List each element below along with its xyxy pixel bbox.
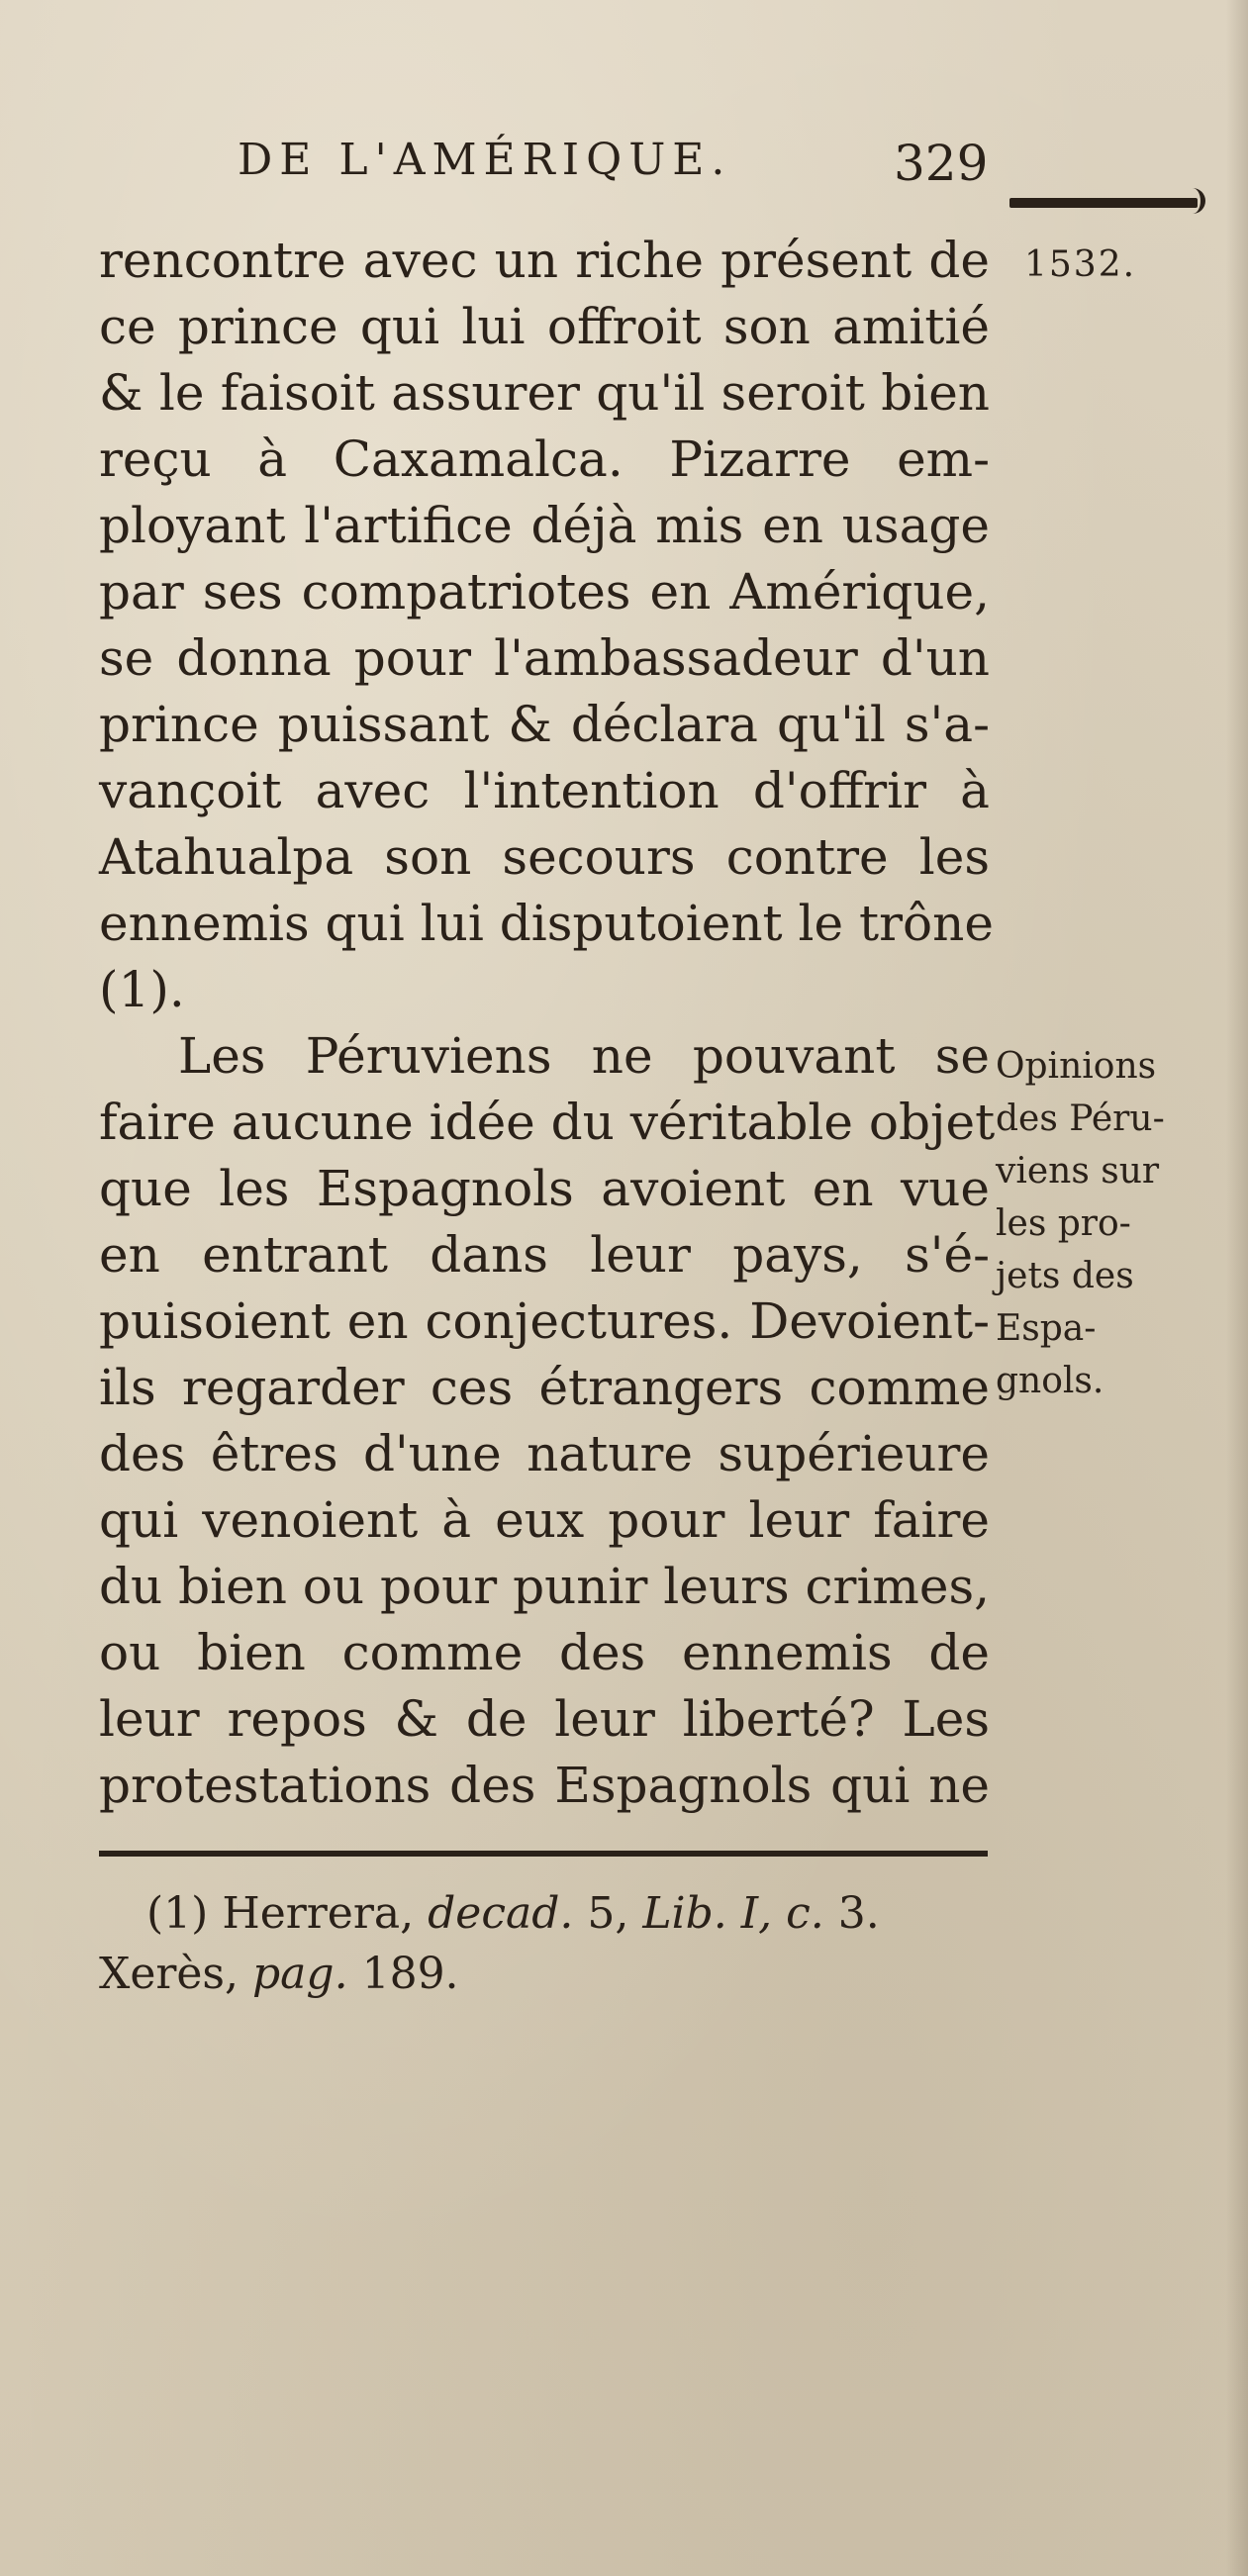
body-line: Les Péruviens ne pouvant se (178, 1027, 990, 1085)
page-number: 329 (894, 135, 989, 192)
marginal-note-line: Espa- (996, 1308, 1097, 1349)
marginal-year: 1532. (1024, 244, 1137, 285)
footnote-lib-number: I, (740, 1888, 773, 1939)
body-line: Atahualpa son secours contre les (99, 828, 990, 886)
footnote-pag-number: 189. (361, 1949, 459, 1999)
marginal-note-line: gnols. (996, 1361, 1104, 1401)
footnote-second-author: Xerès, (99, 1949, 240, 1999)
body-line: protestations des Espagnols qui ne (99, 1757, 990, 1814)
body-line: qui venoient à eux pour leur faire (99, 1491, 990, 1549)
footnote-marker: (1) (146, 1888, 209, 1939)
body-line: faire aucune idée du véritable objet (99, 1094, 996, 1151)
body-line: ployant l'artifice déjà mis en usage (99, 497, 990, 554)
footnote-line-1 (146, 1888, 880, 1939)
body-line: ils regarder ces étrangers comme (99, 1359, 990, 1416)
marginal-note-line: des Péru- (996, 1098, 1165, 1139)
header-ornament-tail (1183, 188, 1205, 214)
body-line: que les Espagnols avoient en vue (99, 1160, 990, 1217)
body-line: ce prince qui lui offroit son amitié (99, 298, 990, 355)
marginal-note-line: jets des (996, 1256, 1134, 1296)
footnote-author: Herrera, (222, 1888, 415, 1939)
body-line: des êtres d'une nature supérieure (99, 1425, 990, 1482)
body-line: vançoit avec l'intention d'offrir à (99, 762, 990, 819)
footnote-cap-label: c. (786, 1888, 824, 1939)
body-line: ennemis qui lui disputoient le trône (99, 895, 994, 952)
body-line: puisoient en conjectures. Devoient- (99, 1292, 990, 1350)
body-line: par ses compatriotes en Amérique, (99, 563, 990, 620)
marginal-note-line: les pro- (996, 1203, 1131, 1244)
marginal-note-line: Opinions (996, 1046, 1157, 1087)
marginal-note-line: viens sur (996, 1151, 1160, 1192)
body-line: en entrant dans leur pays, s'é- (99, 1226, 990, 1284)
body-line: & le faisoit assurer qu'il seroit bien (99, 364, 990, 422)
body-line: se donna pour l'ambassadeur d'un (99, 629, 990, 687)
footnote-cap-number: 3. (837, 1888, 880, 1939)
running-title: DE L'AMÉRIQUE. (238, 135, 732, 185)
body-line: du bien ou pour punir leurs crimes, (99, 1558, 990, 1615)
body-line: prince puissant & déclara qu'il s'a- (99, 696, 990, 753)
header-ornament-rule (1009, 198, 1198, 208)
body-line: ou bien comme des ennemis de (99, 1624, 990, 1681)
footnote-decad-label: decad. (428, 1888, 574, 1939)
footnote-rule (99, 1851, 988, 1857)
body-line: reçu à Caxamalca. Pizarre em- (99, 430, 990, 488)
body-line: leur repos & de leur liberté? Les (99, 1690, 990, 1748)
footnote-line-2 (99, 1949, 459, 1999)
footnote-lib-label: Lib. (642, 1888, 727, 1939)
footnote-decad-number: 5, (587, 1888, 629, 1939)
footnote-pag-label: pag. (252, 1949, 348, 1999)
body-line: rencontre avec un riche présent de (99, 232, 990, 289)
body-line: (1). (99, 961, 185, 1018)
